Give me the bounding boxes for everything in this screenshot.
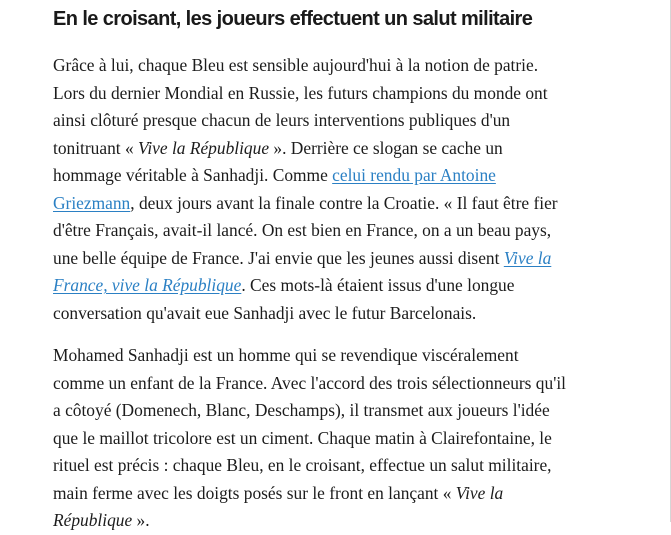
text-segment: tonitruant « bbox=[53, 137, 139, 158]
text-line: Mohamed Sanhadji est un homme qui se revendique viscéralement bbox=[53, 345, 519, 365]
text-line bbox=[53, 135, 653, 163]
link-italic[interactable]: Vive la bbox=[503, 247, 552, 268]
link-italic[interactable]: France, vive la République bbox=[53, 275, 242, 295]
text-line: Lors du dernier Mondial en Russie, les futurs champions du monde ont bbox=[53, 82, 548, 103]
text-segment: main ferme avec les doigts posés sur le front en lançant « bbox=[53, 482, 456, 503]
text-segment: ». Derrière ce slogan se cache un bbox=[269, 137, 503, 158]
text-line bbox=[53, 190, 653, 218]
italic-quote: Vive la bbox=[455, 482, 504, 503]
text-line: conversation qu'avait eue Sanhadji avec le futur Barcelonais. bbox=[53, 302, 477, 323]
text-segment: . Ces mots-là étaient issus d'une longue bbox=[241, 275, 515, 295]
text-segment: , deux jours avant la finale contre la Croatie. « Il faut être fier bbox=[130, 192, 558, 213]
text-line bbox=[53, 507, 653, 535]
text-line bbox=[53, 480, 653, 508]
vive-la-france-link-continued[interactable] bbox=[53, 275, 241, 295]
text-segment: ». bbox=[132, 510, 150, 530]
text-line: a côtoyé (Domenech, Blanc, Deschamps), il transmet aux joueurs l'idée bbox=[53, 400, 550, 420]
text-line: comme un enfant de la France. Avec l'accord des trois sélectionneurs qu'il bbox=[53, 372, 566, 393]
text-segment: une belle équipe de France. J'ai envie que les jeunes aussi disent bbox=[53, 247, 504, 268]
text-line: d'être Français, avait-il lancé. On est bien en France, on a un beau pays, bbox=[53, 220, 552, 240]
text-line: Grâce à lui, chaque Bleu est sensible aujourd'hui à la notion de patrie. bbox=[53, 55, 539, 75]
vive-la-france-link[interactable] bbox=[504, 248, 551, 268]
text-line bbox=[53, 272, 653, 300]
text-line: rituel est précis : chaque Bleu, en le croisant, effectue un salut militaire, bbox=[53, 455, 552, 475]
paragraph-2 bbox=[53, 342, 653, 535]
text-line: ainsi clôturé presque chacun de leurs interventions publiques d'un bbox=[53, 110, 511, 130]
griezmann-link-continued[interactable]: Griezmann bbox=[53, 192, 131, 213]
section-heading: En le croisant, les joueurs effectuent un salut militaire bbox=[53, 8, 533, 30]
griezmann-link[interactable]: celui rendu par Antoine bbox=[332, 165, 496, 185]
text-segment: hommage véritable à Sanhadji. Comme bbox=[53, 165, 333, 185]
text-line: que le maillot tricolore est un ciment. Chaque matin à Clairefontaine, le bbox=[53, 427, 552, 448]
text-line bbox=[53, 162, 653, 190]
text-line bbox=[53, 245, 653, 273]
italic-quote: République bbox=[53, 510, 133, 530]
italic-quote: Vive la République bbox=[138, 137, 270, 158]
article bbox=[53, 0, 653, 535]
paragraph-1 bbox=[53, 52, 653, 327]
